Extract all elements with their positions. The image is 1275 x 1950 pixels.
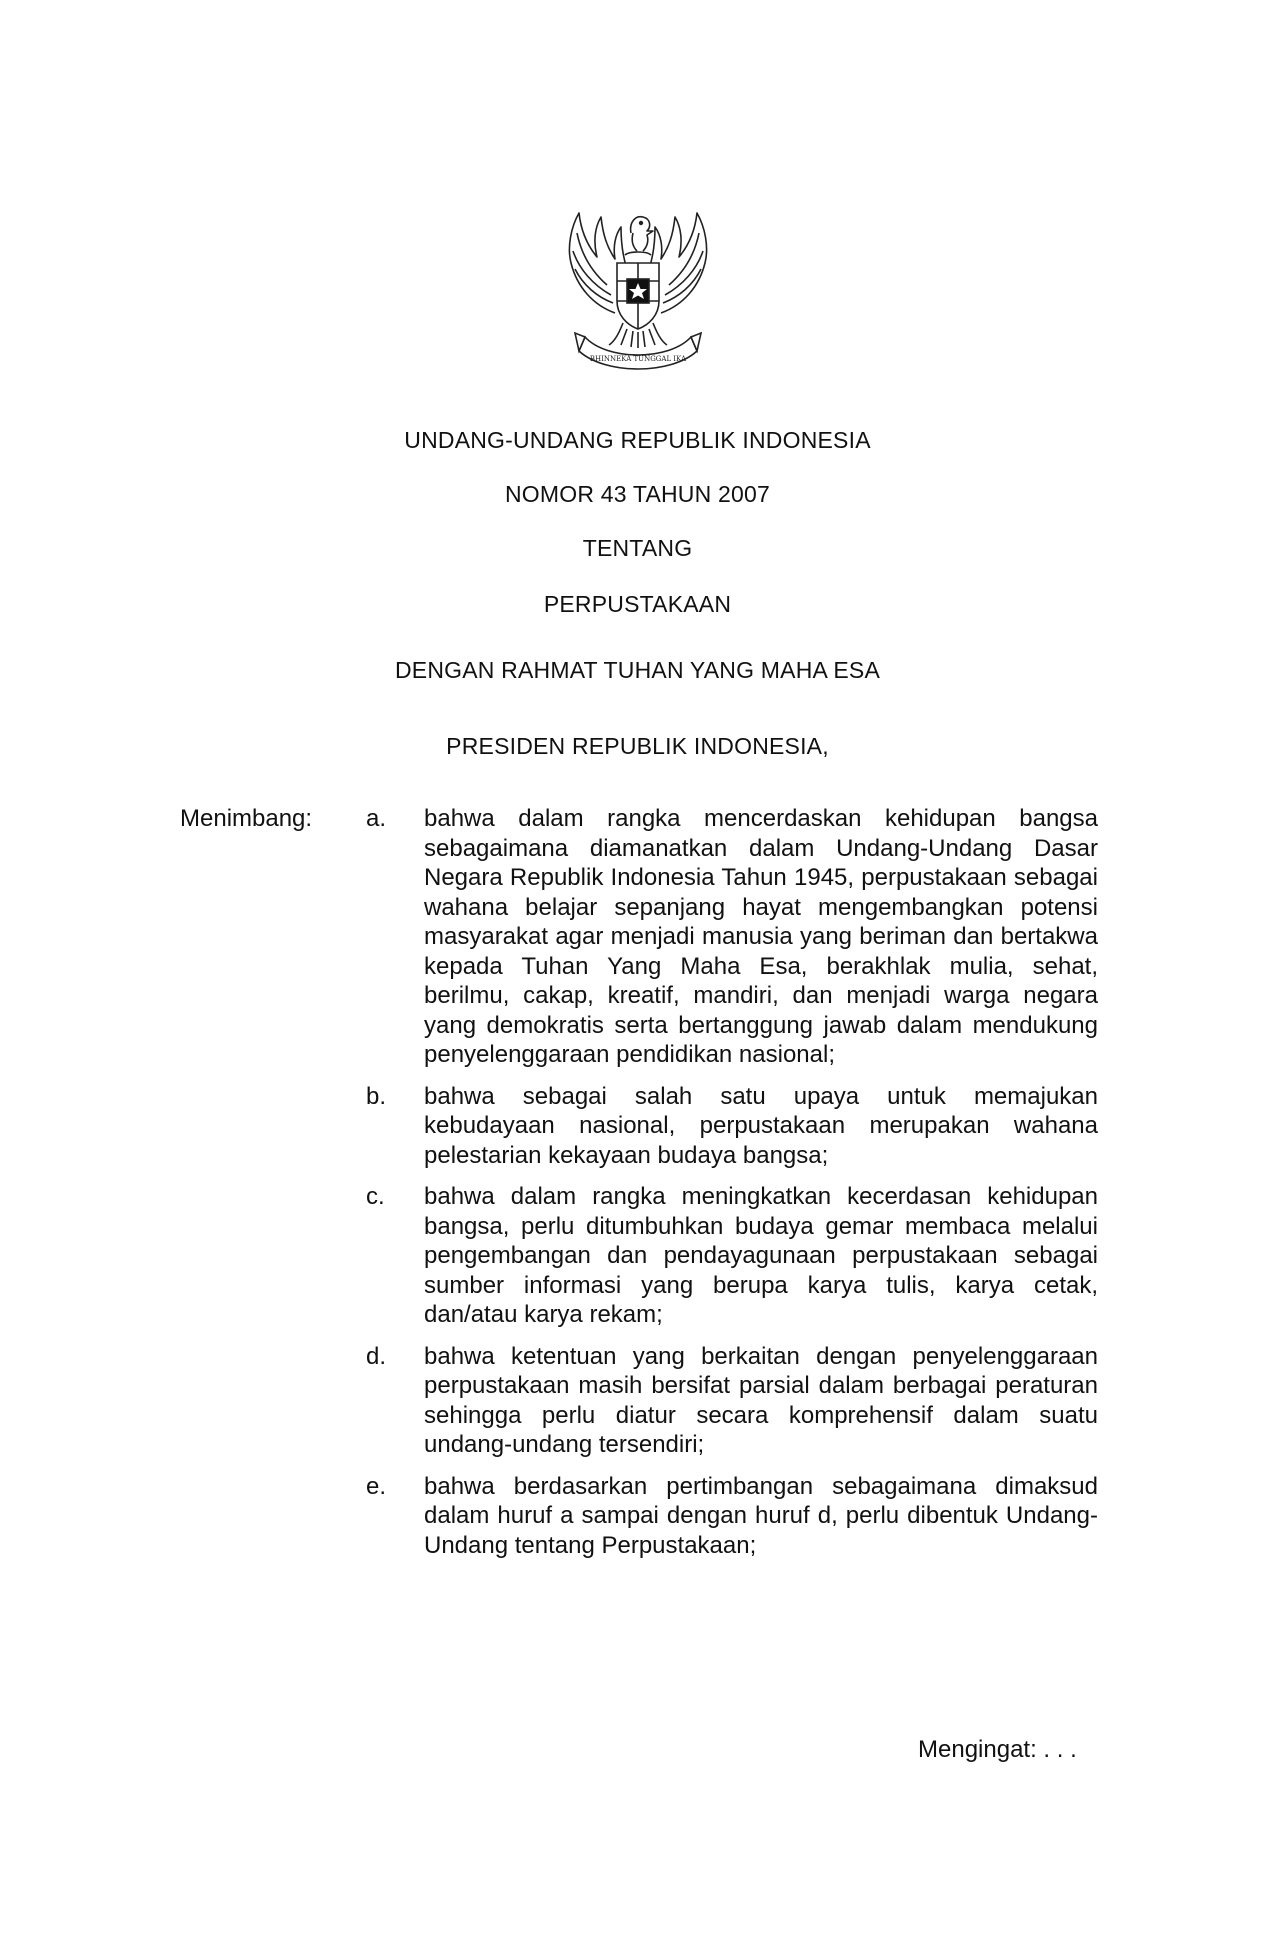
- clause-letter: b.: [366, 1082, 387, 1110]
- considering-clauses: [366, 804, 1098, 1572]
- garuda-emblem: [553, 205, 723, 375]
- clause-text: bahwa ketentuan yang berkaitan dengan penyelenggaraan perpustakaan masih bersifat parsial dalam berbagai peraturan sehingga perlu diatur secara komprehensif dalam suatu undang-undang tersendiri;: [424, 1342, 1098, 1458]
- clause-c: [366, 1182, 1098, 1330]
- clause-text: bahwa dalam rangka mencerdaskan kehidupan bangsa sebagaimana diamanatkan dalam Undang-Undang Dasar Negara Republik Indonesia Tahun 1945, perpustakaan sebagai wahana belajar sepanjang hayat mengembangkan potensi masyarakat agar menjadi manusia yang beriman dan bertakwa kepada Tuhan Yang Maha Esa, berakhlak mulia, sehat, berilmu, cakap, kreatif, mandiri, dan menjadi warga negara yang demokratis serta bertanggung jawab dalam mendukung penyelenggaraan pendidikan nasional;: [424, 805, 1098, 1068]
- clause-b: [366, 1082, 1098, 1171]
- clause-d: [366, 1342, 1098, 1460]
- clause-letter: c.: [366, 1183, 385, 1210]
- clause-text: bahwa sebagai salah satu upaya untuk memajukan kebudayaan nasional, perpustakaan merupakan wahana pelestarian kekayaan budaya bangsa;: [424, 1082, 1098, 1169]
- continued-marker: Mengingat: . . .: [918, 1736, 1077, 1763]
- president-line: PRESIDEN REPUBLIK INDONESIA,: [446, 733, 829, 759]
- law-subject: PERPUSTAKAAN: [543, 591, 732, 617]
- emblem-motto: BHINNEKA TUNGGAL IKA: [589, 355, 687, 363]
- clause-a: [366, 804, 1098, 1070]
- law-number: NOMOR 43 TAHUN 2007: [505, 481, 770, 507]
- garuda-pancasila-emblem-icon: [553, 205, 723, 375]
- law-title: UNDANG-UNDANG REPUBLIK INDONESIA: [404, 427, 871, 453]
- clause-e: [366, 1472, 1098, 1561]
- divine-grace-line: DENGAN RAHMAT TUHAN YANG MAHA ESA: [394, 657, 880, 683]
- clause-letter: e.: [366, 1472, 387, 1500]
- clause-letter: d.: [366, 1342, 387, 1370]
- clause-text: bahwa berdasarkan pertimbangan sebagaimana dimaksud dalam huruf a sampai dengan huruf d, perlu dibentuk Undang-Undang tentang Perpustakaan;: [424, 1472, 1098, 1559]
- clause-text: bahwa dalam rangka meningkatkan kecerdasan kehidupan bangsa, perlu ditumbuhkan budaya gemar membaca melalui pengembangan dan pendayagunaan perpustakaan sebagai sumber informasi yang berupa karya tulis, karya cetak, dan/atau karya rekam;: [424, 1183, 1098, 1328]
- law-about: TENTANG: [582, 535, 693, 561]
- clause-letter: a.: [366, 805, 387, 832]
- considering-label: Menimbang:: [180, 805, 313, 832]
